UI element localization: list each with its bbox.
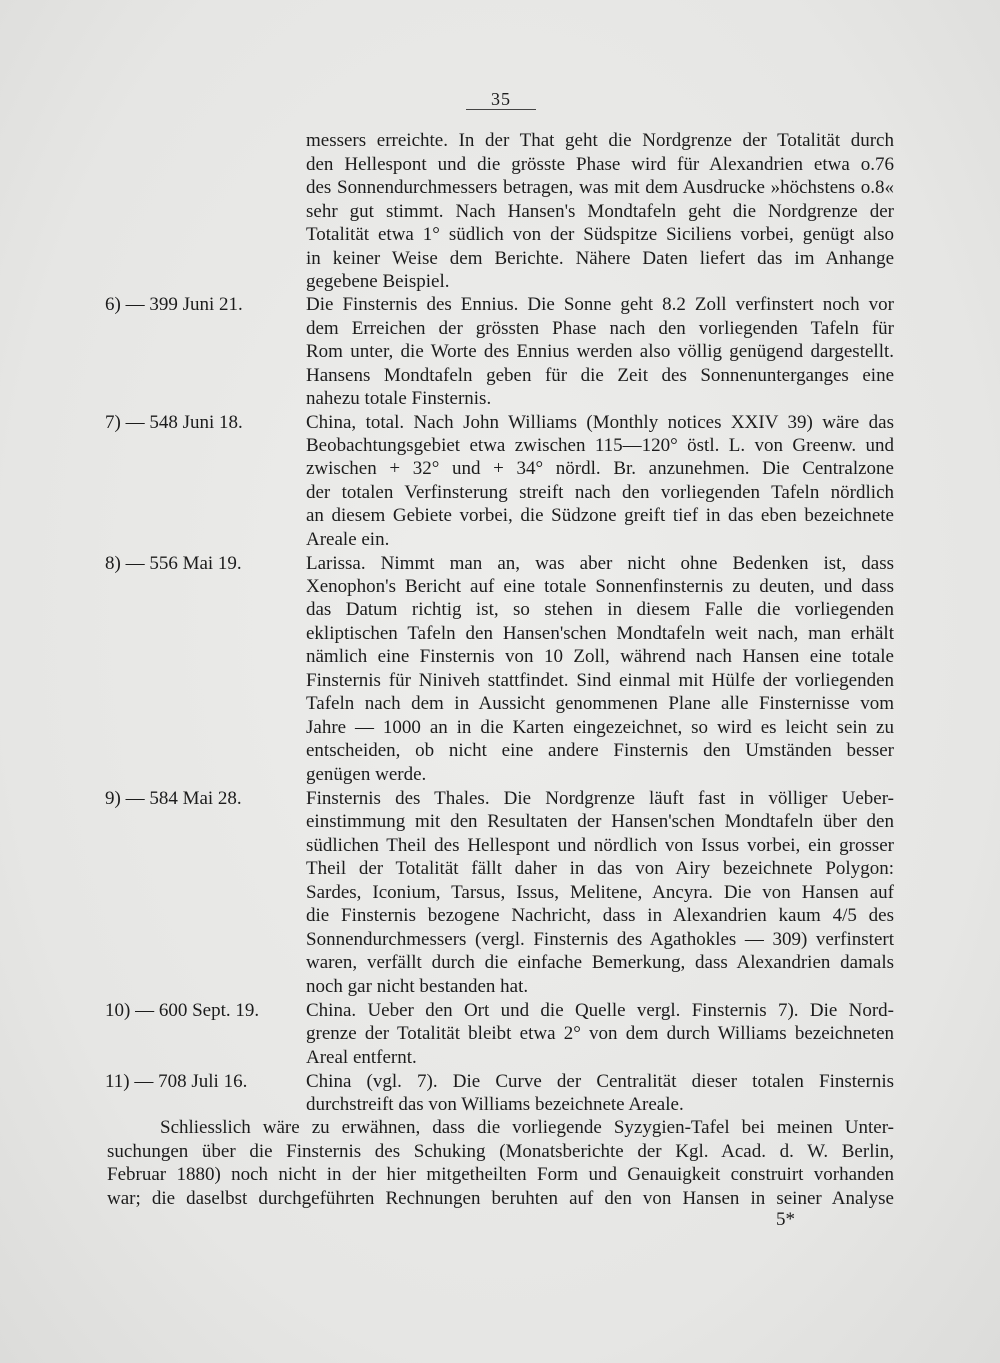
- text-line: Areal entfernt.: [306, 1047, 417, 1068]
- text-line: Jahre — 1000 an in die Karten eingezeichnet, so wird es leicht sein zu: [306, 717, 894, 738]
- text-line: Theil der Totalität fällt daher in das von Airy bezeichnete Polygon:: [306, 858, 894, 879]
- text-line: Tafeln nach dem in Aussicht genommenen Plane alle Finsternisse vom: [306, 693, 894, 714]
- entry-label-9: 9) — 584 Mai 28.: [105, 788, 242, 809]
- text-line: Xenophon's Bericht auf eine totale Sonnenfinsternis zu deuten, und dass: [306, 576, 894, 597]
- text-line: entscheiden, ob nicht eine andere Finsternis den Umständen besser: [306, 740, 894, 761]
- signature-mark: 5*: [776, 1209, 795, 1230]
- text-line: den Hellespont und die grösste Phase wird für Alexandrien etwa o.76: [306, 154, 894, 175]
- text-line: Februar 1880) noch nicht in der hier mitgetheilten Form und Genauigkeit construirt vorhanden: [107, 1164, 894, 1185]
- text-line: waren, verfällt durch die einfache Bemerkung, dass Alexandrien damals: [306, 952, 894, 973]
- text-line: der totalen Verfinsterung streift nach den vorliegenden Tafeln nördlich: [306, 482, 894, 503]
- text-line: in keiner Weise dem Berichte. Nähere Daten liefert das im Anhange: [306, 248, 894, 269]
- text-line: Areale ein.: [306, 529, 390, 550]
- text-line: Sardes, Iconium, Tarsus, Issus, Melitene, Ancyra. Die von Hansen auf: [306, 882, 894, 903]
- text-line: gegebene Beispiel.: [306, 271, 450, 292]
- text-line: das Datum richtig ist, so stehen in diesem Falle die vorliegenden: [306, 599, 894, 620]
- text-line: messers erreichte. In der That geht die Nordgrenze der Totalität durch: [306, 130, 894, 151]
- text-line: war; die daselbst durchgeführten Rechnungen beruhten auf den von Hansen in seiner Analyse: [107, 1188, 894, 1209]
- text-line: noch gar nicht bestanden hat.: [306, 976, 529, 997]
- entry-label-11: 11) — 708 Juli 16.: [105, 1071, 248, 1092]
- text-line: Finsternis für Niniveh stattfindet. Sind einmal mit Hülfe der vorliegenden: [306, 670, 894, 691]
- text-line: genügen werde.: [306, 764, 427, 785]
- text-line: China, total. Nach John Williams (Monthly notices XXIV 39) wäre das: [306, 412, 894, 433]
- text-line: einstimmung mit den Resultaten der Hansen'schen Mondtafeln über den: [306, 811, 894, 832]
- text-line: Larissa. Nimmt man an, was aber nicht ohne Bedenken ist, dass: [306, 553, 894, 574]
- text-line: China (vgl. 7). Die Curve der Centralität dieser totalen Finsternis: [306, 1071, 894, 1092]
- text-line: zwischen + 32° und + 34° nördl. Br. anzunehmen. Die Centralzone: [306, 458, 894, 479]
- text-line: Sonnendurchmessers (vergl. Finsternis des Agathokles — 309) verfinstert: [306, 929, 894, 950]
- entry-label-6: 6) — 399 Juni 21.: [105, 294, 243, 315]
- text-line: Beobachtungsgebiet etwa zwischen 115—120° östl. L. von Greenw. und: [306, 435, 894, 456]
- text-line: nahezu totale Finsternis.: [306, 388, 492, 409]
- text-line: die Finsternis bezogene Nachricht, dass in Alexandrien kaum 4/5 des: [306, 905, 894, 926]
- text-line: Die Finsternis des Ennius. Die Sonne geht 8.2 Zoll verfinstert noch vor: [306, 294, 894, 315]
- text-line: nämlich eine Finsternis von 10 Zoll, während nach Hansen eine totale: [306, 646, 894, 667]
- text-line: Schliesslich wäre zu erwähnen, dass die vorliegende Syzygien-Tafel bei meinen Unter-: [160, 1117, 894, 1138]
- entry-label-8: 8) — 556 Mai 19.: [105, 553, 242, 574]
- text-line: dem Erreichen der grössten Phase nach den vorliegenden Tafeln für: [306, 318, 894, 339]
- entry-label-7: 7) — 548 Juni 18.: [105, 412, 243, 433]
- text-line: sehr gut stimmt. Nach Hansen's Mondtafeln geht die Nordgrenze der: [306, 201, 894, 222]
- text-line: ekliptischen Tafeln den Hansen'schen Mondtafeln weit nach, man erhält: [306, 623, 894, 644]
- entry-label-10: 10) — 600 Sept. 19.: [105, 1000, 260, 1021]
- text-line: Hansens Mondtafeln geben für die Zeit des Sonnenunterganges eine: [306, 365, 894, 386]
- text-line: an diesem Gebiete vorbei, die Südzone greift tief in das eben bezeichnete: [306, 505, 894, 526]
- text-line: Totalität etwa 1° südlich von der Südspitze Siciliens vorbei, genügt also: [306, 224, 894, 245]
- text-line: durchstreift das von Williams bezeichnete Areale.: [306, 1094, 684, 1115]
- text-line: suchungen über die Finsternis des Schuking (Monatsberichte der Kgl. Acad. d. W. Berlin,: [107, 1141, 894, 1162]
- text-line: China. Ueber den Ort und die Quelle vergl. Finsternis 7). Die Nord-: [306, 1000, 894, 1021]
- text-line: des Sonnendurchmessers betragen, was mit dem Ausdrucke »höchstens o.8«: [306, 177, 894, 198]
- text-line: Finsternis des Thales. Die Nordgrenze läuft fast in völliger Ueber-: [306, 788, 894, 809]
- text-line: Rom unter, die Worte des Ennius werden also völlig genügend dargestellt.: [306, 341, 894, 362]
- text-line: südlichen Theil des Hellespont und nördlich von Issus vorbei, ein grosser: [306, 835, 894, 856]
- text-line: grenze der Totalität bleibt etwa 2° von dem durch Williams bezeichneten: [306, 1023, 894, 1044]
- page-number: 35: [466, 90, 536, 110]
